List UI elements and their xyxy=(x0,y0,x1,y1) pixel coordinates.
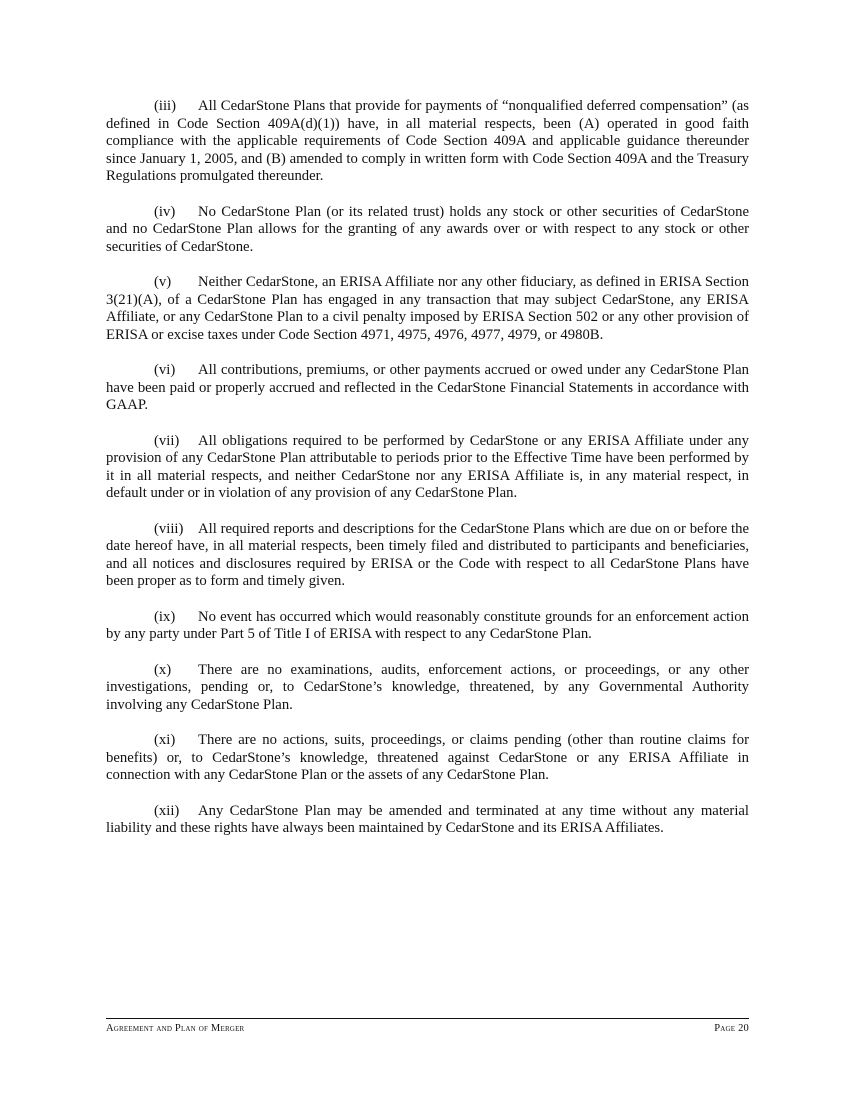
paragraph-x xyxy=(106,662,749,715)
footer-document-title: Agreement and Plan of Merger xyxy=(106,1023,245,1034)
paragraph-vi xyxy=(106,362,749,415)
paragraph-number: (x) xyxy=(154,661,172,678)
paragraph-number: (xi) xyxy=(154,732,176,748)
paragraph-number: (viii) xyxy=(154,520,184,537)
paragraph-number: (v) xyxy=(154,274,172,290)
paragraph-iii xyxy=(106,98,749,186)
paragraph-number: (vi) xyxy=(154,362,176,378)
paragraph-text: All obligations required to be performed by CedarStone or any ERISA Affiliate under any provision of any CedarStone Plan attributable to periods prior to the Effective Time have been performed by it in all material respects, and neither CedarStone nor any ERISA Affiliate is, in any material respect, in default under or in violation of any provision of any CedarStone Plan. xyxy=(106,432,749,501)
paragraph-text: There are no actions, suits, proceedings, or claims pending (other than routine claims for benefits) or, to CedarStone’s knowledge, threatened against CedarStone or any ERISA Affiliate in connection with any CedarStone Plan or the assets of any CedarStone Plan. xyxy=(106,732,749,783)
page-footer xyxy=(106,1018,749,1034)
paragraph-vii xyxy=(106,433,749,503)
paragraph-xi xyxy=(106,732,749,785)
paragraph-text: No CedarStone Plan (or its related trust) holds any stock or other securities of CedarStone and no CedarStone Plan allows for the granting of any awards over or with respect to any stock or other securities of CedarStone. xyxy=(106,203,749,255)
paragraph-text: There are no examinations, audits, enforcement actions, or proceedings, or any other investigations, pending or, to CedarStone’s knowledge, threatened, by any Governmental Authority involving any CedarStone Plan. xyxy=(106,661,749,713)
paragraph-v xyxy=(106,274,749,344)
document-body xyxy=(106,98,749,856)
paragraph-text: Any CedarStone Plan may be amended and terminated at any time without any material liability and these rights have always been maintained by CedarStone and its ERISA Affiliates. xyxy=(106,802,749,836)
paragraph-iv xyxy=(106,204,749,257)
paragraph-number: (ix) xyxy=(154,608,176,625)
paragraph-number: (iii) xyxy=(154,98,177,114)
paragraph-ix xyxy=(106,609,749,644)
paragraph-text: All CedarStone Plans that provide for payments of “nonqualified deferred compensation” (as defined in Code Section 409A(d)(1)) have, in all material respects, been (A) operated in good faith compliance with the applicable requirements of Code Section 409A and applicable guidance thereunder since January 1, 2005, and (B) amended to comply in written form with Code Section 409A and the Treasury Regulations promulgated thereunder. xyxy=(106,98,749,184)
paragraph-number: (iv) xyxy=(154,203,176,220)
paragraph-text: No event has occurred which would reasonably constitute grounds for an enforcement action by any party under Part 5 of Title I of ERISA with respect to any CedarStone Plan. xyxy=(106,608,749,642)
paragraph-number: (vii) xyxy=(154,432,180,449)
footer-page-number: Page 20 xyxy=(714,1023,749,1034)
paragraph-number: (xii) xyxy=(154,802,180,819)
paragraph-text: All required reports and descriptions for the CedarStone Plans which are due on or before the date hereof have, in all material respects, been timely filed and distributed to participants and beneficiaries, and all notices and disclosures required by ERISA or the Code with respect to all CedarStone Plans have been proper as to form and timely given. xyxy=(106,520,749,589)
paragraph-xii xyxy=(106,803,749,838)
paragraph-viii xyxy=(106,521,749,591)
paragraph-text: All contributions, premiums, or other payments accrued or owed under any CedarStone Plan have been paid or properly accrued and reflected in the CedarStone Financial Statements in accordance with GAAP. xyxy=(106,362,749,413)
paragraph-text: Neither CedarStone, an ERISA Affiliate nor any other fiduciary, as defined in ERISA Section 3(21)(A), of a CedarStone Plan has engaged in any transaction that may subject CedarStone, any ERISA Affiliate, or any CedarStone Plan to a civil penalty imposed by ERISA Section 502 or any other provision of ERISA or excise taxes under Code Section 4971, 4975, 4976, 4977, 4979, or 4980B. xyxy=(106,274,749,343)
